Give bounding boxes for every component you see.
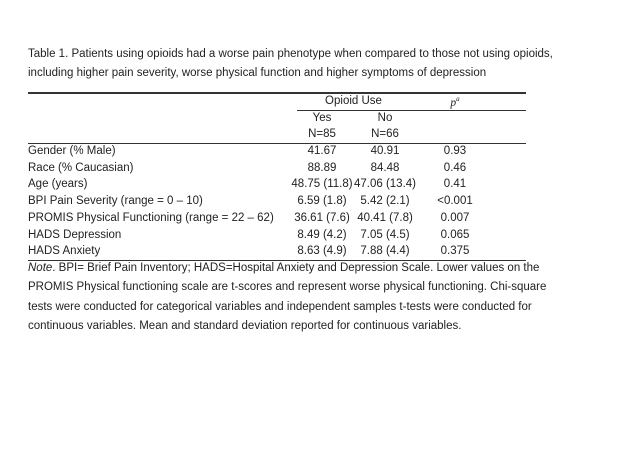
row-label: BPI Pain Severity (range = 0 – 10): [28, 195, 203, 208]
table-row: [28, 195, 526, 211]
p-label: p: [450, 96, 457, 109]
row-label: Gender (% Male): [28, 145, 116, 157]
header-yes-no-row: [28, 112, 526, 128]
p-value: 0.46: [443, 161, 467, 174]
no-header: No: [377, 112, 393, 124]
note-label: Note: [28, 262, 53, 274]
p-value: 0.007: [440, 211, 470, 224]
yes-value: 6.59 (1.8): [297, 195, 347, 208]
no-value: 40.91: [370, 145, 400, 157]
yes-n: N=85: [308, 128, 336, 140]
table-caption-line-1: Table 1. Patients using opioids had a worse pain phenotype when compared to those not using opioids,: [28, 48, 553, 60]
p-value: <0.001: [437, 195, 473, 208]
note-line-3: tests were conducted for categorical variables and independent samples t-tests were conducted for: [28, 301, 532, 313]
opioid-use-header: Opioid Use: [325, 95, 382, 107]
table-row: [28, 245, 526, 261]
group-rule: [297, 110, 526, 111]
row-label: HADS Anxiety: [28, 245, 101, 258]
no-value: 5.42 (2.1): [360, 195, 410, 208]
table-row: [28, 145, 526, 161]
header-group-row: [28, 95, 526, 111]
note-line-4: continuous variables. Mean and standard deviation reported for continuous variables.: [28, 320, 462, 332]
top-rule: [28, 92, 526, 94]
table-row: [28, 212, 526, 228]
table-row: [28, 229, 526, 245]
p-value: 0.375: [440, 245, 470, 258]
yes-value: 36.61 (7.6): [294, 211, 350, 224]
note-line-2: PROMIS Physical functioning scale are t-scores and represent worse physical functioning. Chi-square: [28, 281, 547, 293]
yes-value: 8.49 (4.2): [297, 228, 347, 241]
no-n: N=66: [371, 128, 399, 140]
no-value: 47.06 (13.4): [353, 178, 416, 191]
p-superscript: a: [456, 95, 460, 103]
table-caption-line-2: including higher pain severity, worse physical function and higher symptoms of depression: [28, 67, 487, 79]
yes-value: 8.63 (4.9): [297, 245, 347, 258]
no-value: 7.05 (4.5): [360, 228, 410, 241]
no-value: 84.48: [370, 161, 400, 174]
p-header: [426, 95, 484, 109]
no-value: 40.41 (7.8): [357, 211, 413, 224]
row-label: PROMIS Physical Functioning (range = 22 – 62): [28, 211, 274, 224]
row-label: Race (% Caucasian): [28, 161, 134, 174]
yes-header: Yes: [312, 112, 332, 124]
p-value: 0.41: [443, 178, 467, 191]
p-value: 0.065: [440, 228, 470, 241]
row-label: Age (years): [28, 178, 88, 191]
p-value: 0.93: [443, 145, 467, 157]
note-text: . BPI= Brief Pain Inventory; HADS=Hospital Anxiety and Depression Scale. Lower values on the: [52, 262, 540, 274]
yes-value: 48.75 (11.8): [291, 178, 353, 191]
yes-value: 88.89: [307, 161, 337, 174]
table-row: [28, 162, 526, 178]
header-rule: [28, 143, 526, 144]
note-line-1: [28, 262, 588, 274]
bottom-rule: [28, 260, 526, 261]
no-value: 7.88 (4.4): [360, 245, 410, 258]
table-row: [28, 178, 526, 194]
yes-value: 41.67: [307, 145, 337, 157]
row-label: HADS Depression: [28, 228, 122, 241]
header-n-row: [28, 128, 526, 144]
